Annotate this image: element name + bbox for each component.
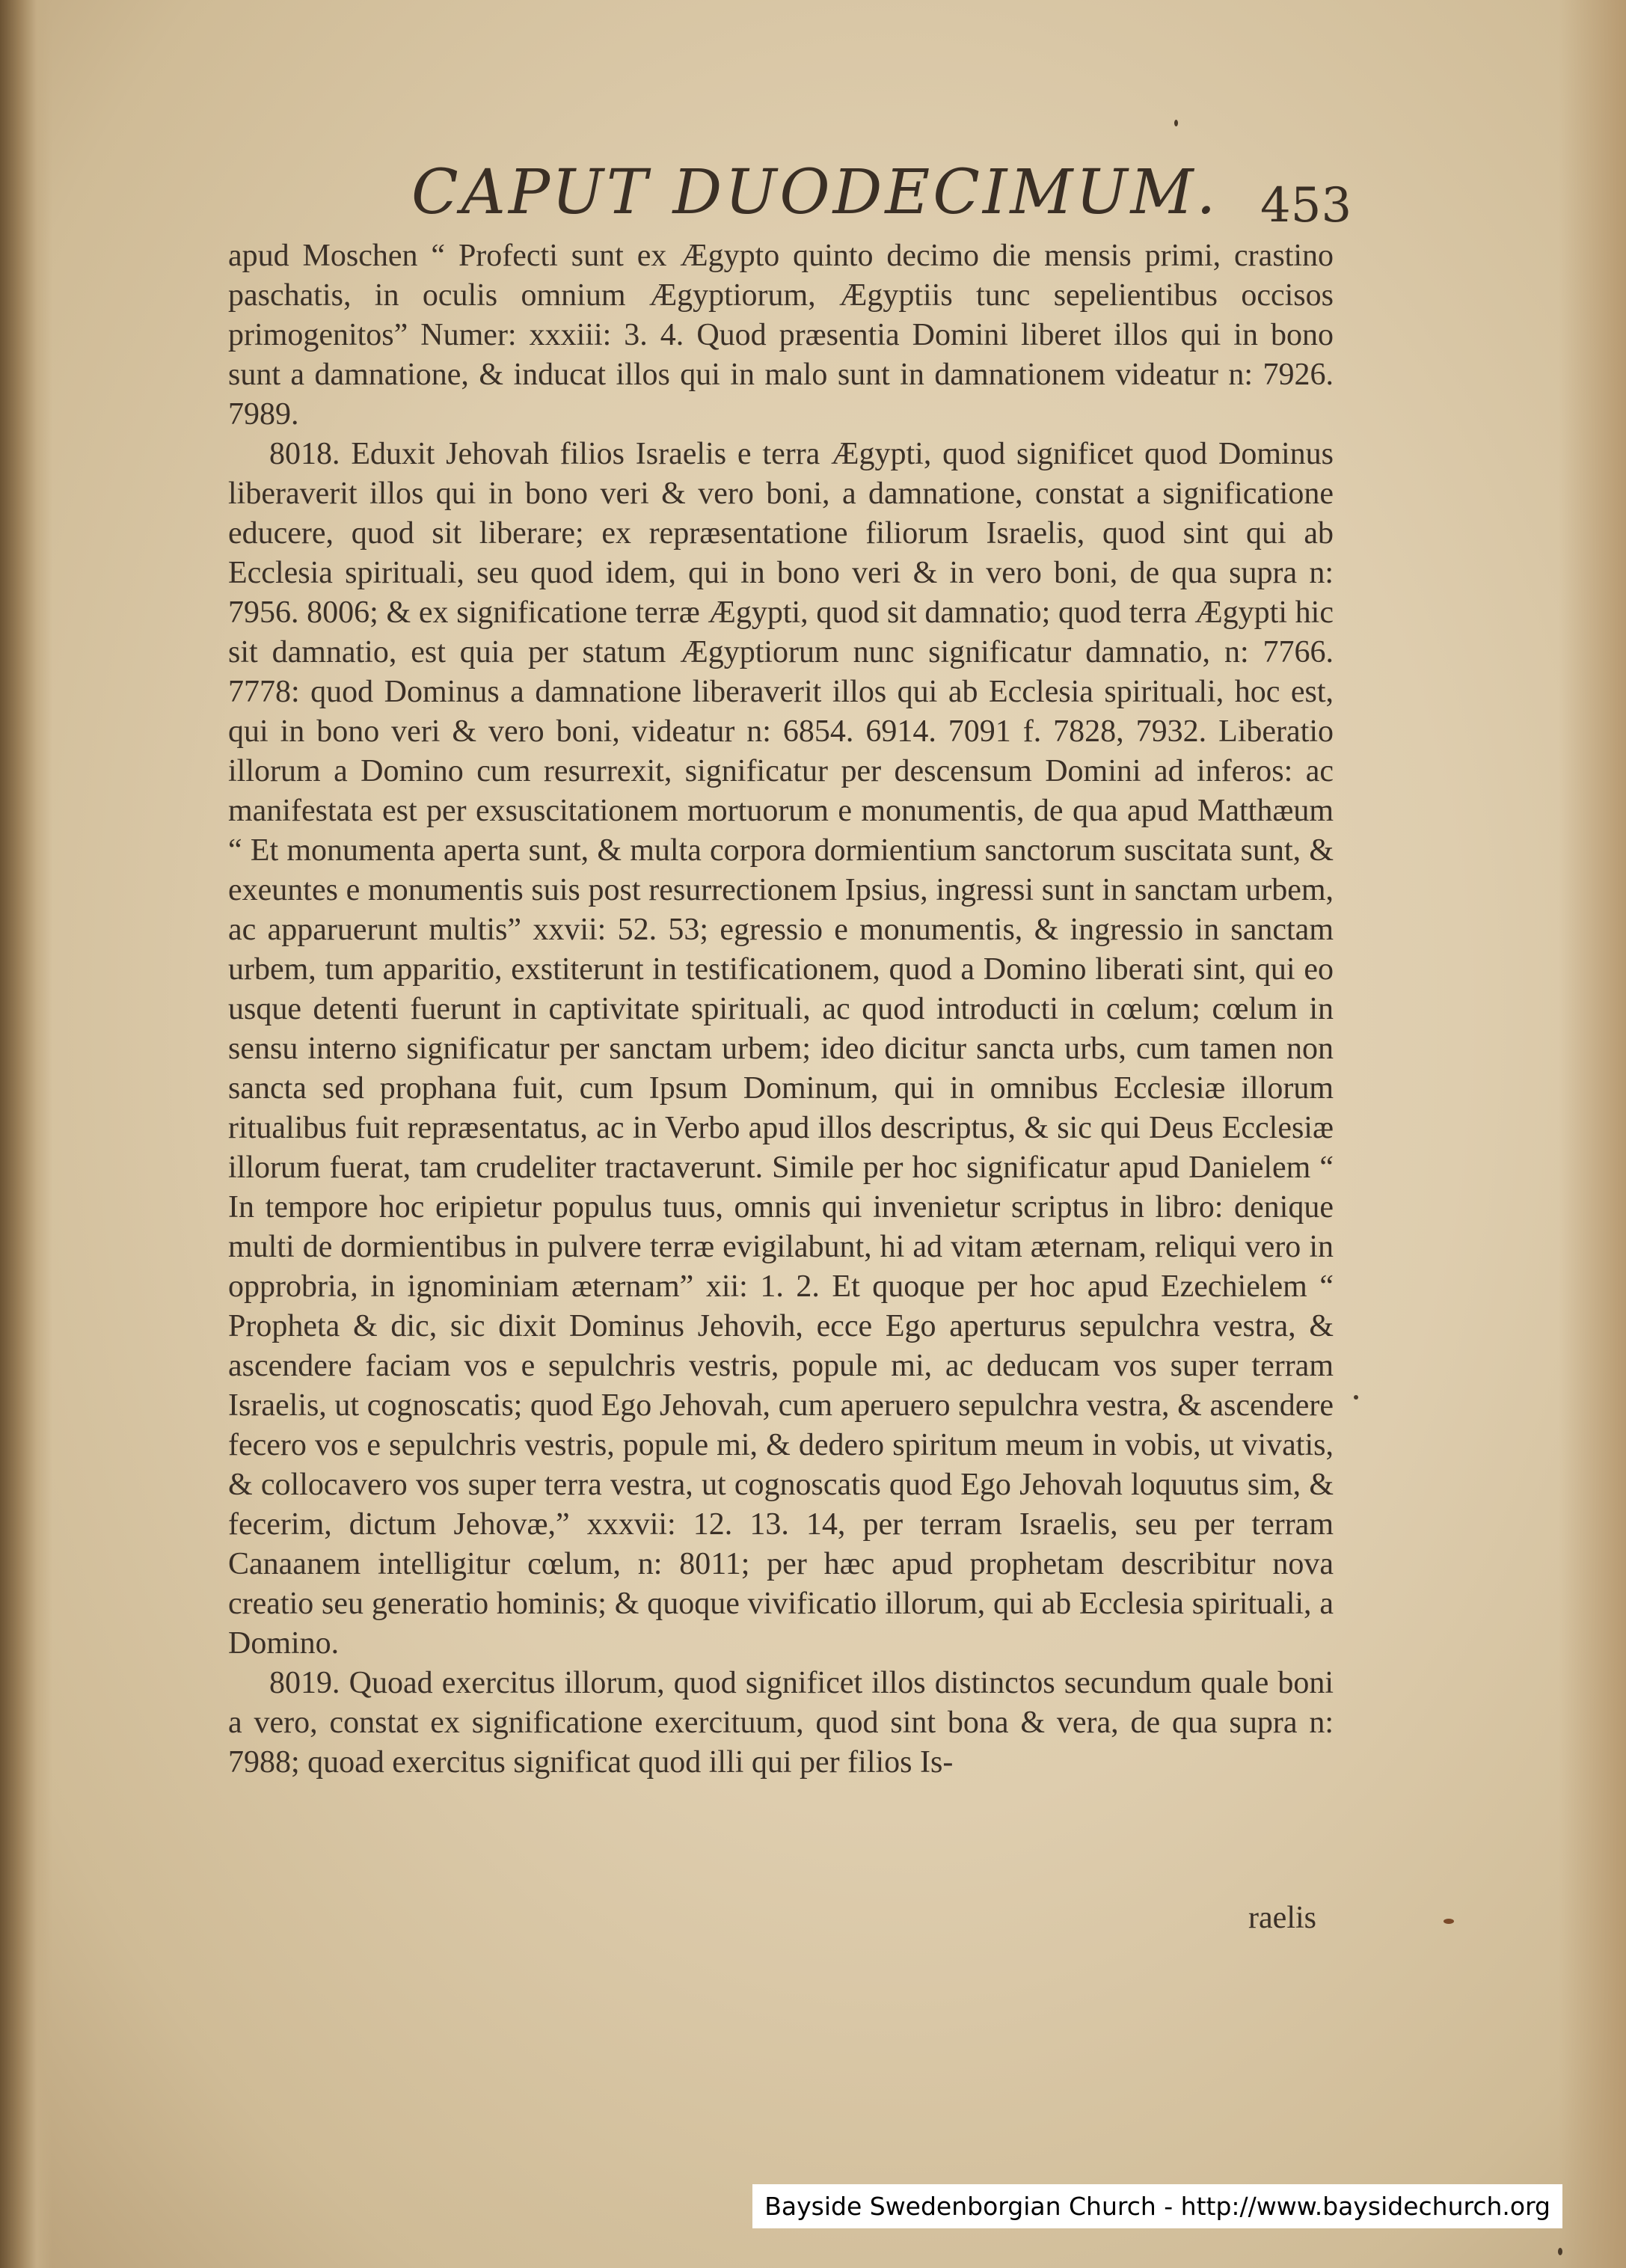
ink-speck [1444, 1919, 1454, 1924]
ink-speck [1174, 120, 1178, 126]
watermark-banner: Bayside Swedenborgian Church - http://www.baysidechurch.org [752, 2184, 1562, 2228]
body-text [228, 236, 1334, 1783]
ink-speck [1558, 2248, 1562, 2255]
paragraph-8019: 8019. Quoad exercitus illorum, quod significet illos distinctos secundum quale boni a vero, constat ex significatione exercituum, quod sint bona & vera, de qua supra n: 7988; quoad exercitus significat quod illi qui per filios Is- [228, 1666, 1334, 1780]
page-header [224, 157, 1352, 247]
page-number: 453 [1260, 178, 1352, 233]
page-left-edge-shadow [0, 0, 52, 2268]
catchword: raelis [1248, 1901, 1316, 1935]
running-head: CAPUT DUODECIMUM. [411, 157, 1219, 228]
page-right-edge-shadow [1559, 0, 1626, 2268]
paragraph-8018: 8018. Eduxit Jehovah filios Israelis e terra Ægypti, quod significet quod Dominus liberaverit illos qui in bono veri & vero boni, a damnatione, constat a significatione educere, quod sit liberare; ex repræsentatione filiorum Israelis, quod sint qui ab Ecclesia spirituali, seu quod idem, qui in bono veri & in vero boni, de qua supra n: 7956. 8006; & ex significatione terræ Ægypti, quod sit damnatio; quod terra Ægypti hic sit damnatio, est quia per statum Ægyptiorum nunc significatur damnatio, n: 7766. 7778: quod Dominus a damnatione liberaverit illos qui ab Ecclesia spirituali, hoc est, qui in bono veri & vero boni, videatur n: 6854. 6914. 7091 f. 7828, 7932. Liberatio illorum a Domino cum resurrexit, significatur per descensum Domini ad inferos: ac manifestata est per exsuscitationem mortuorum e monumentis, de qua apud Matthæum “ Et monumenta aperta sunt, & multa corpora dormientium sanctorum suscitata sunt, & exeuntes e monumentis suis post resurrectionem Ipsius, ingressi sunt in sanctam urbem, ac apparuerunt multis” xxvii: 52. 53; egressio e monumentis, & ingressio in sanctam urbem, tum apparitio, exstiterunt in testificationem, quod a Domino liberati sint, qui eo usque detenti fuerunt in captivitate spirituali, ac quod introducti in cœlum; cœlum in sensu interno significatur per sanctam urbem; ideo dicitur sancta urbs, cum tamen non sancta sed prophana fuit, cum Ipsum Dominum, qui in omnibus Ecclesiæ illorum ritualibus fuit repræsentatus, ac in Verbo apud illos descriptus, & sic qui Deus Ecclesiæ illorum fuerat, tam crudeliter tractaverunt. Simile per hoc significatur apud Danielem “ In tempore hoc eripietur populus tuus, omnis qui invenietur scriptus in libro: denique multi de dormientibus in pulvere terræ evigilabunt, hi ad vitam æternam, reliqui vero in opprobria, in ignominiam æternam” xii: 1. 2. Et quoque per hoc apud Ezechielem “ Propheta & dic, sic dixit Dominus Jehovih, ecce Ego aperturus sepulchra vestra, & ascendere faciam vos e sepulchris vestris, popule mi, ac deducam vos super terram Israelis, ut cognoscatis; quod Ego Jehovah, cum aperuero sepulchra vestra, & ascendere fecero vos e sepulchris vestris, popule mi, & dedero spiritum meum in vobis, ut vivatis, & collocavero vos super terra vestra, ut cognoscatis quod Ego Jehovah loquutus sim, & fecerim, dictum Jehovæ,” xxxvii: 12. 13. 14, per terram Israelis, seu per terram Canaanem intelligitur cœlum, n: 8011; per hæc apud prophetam describitur nova creatio seu generatio hominis; & quoque vivificatio illorum, qui ab Ecclesia spirituali, a Domino. [228, 437, 1334, 1661]
paragraph-continuation: apud Moschen “ Profecti sunt ex Ægypto quinto decimo die mensis primi, crastino paschatis, in oculis omnium Ægyptiorum, Ægyptiis tunc sepelientibus occisos primogenitos” Numer: xxxiii: 3. 4. Quod præsentia Domini liberet illos qui in bono sunt a damnatione, & inducat illos qui in malo sunt in damnationem videatur n: 7926. 7989. [228, 239, 1334, 432]
ink-speck [1354, 1395, 1358, 1400]
